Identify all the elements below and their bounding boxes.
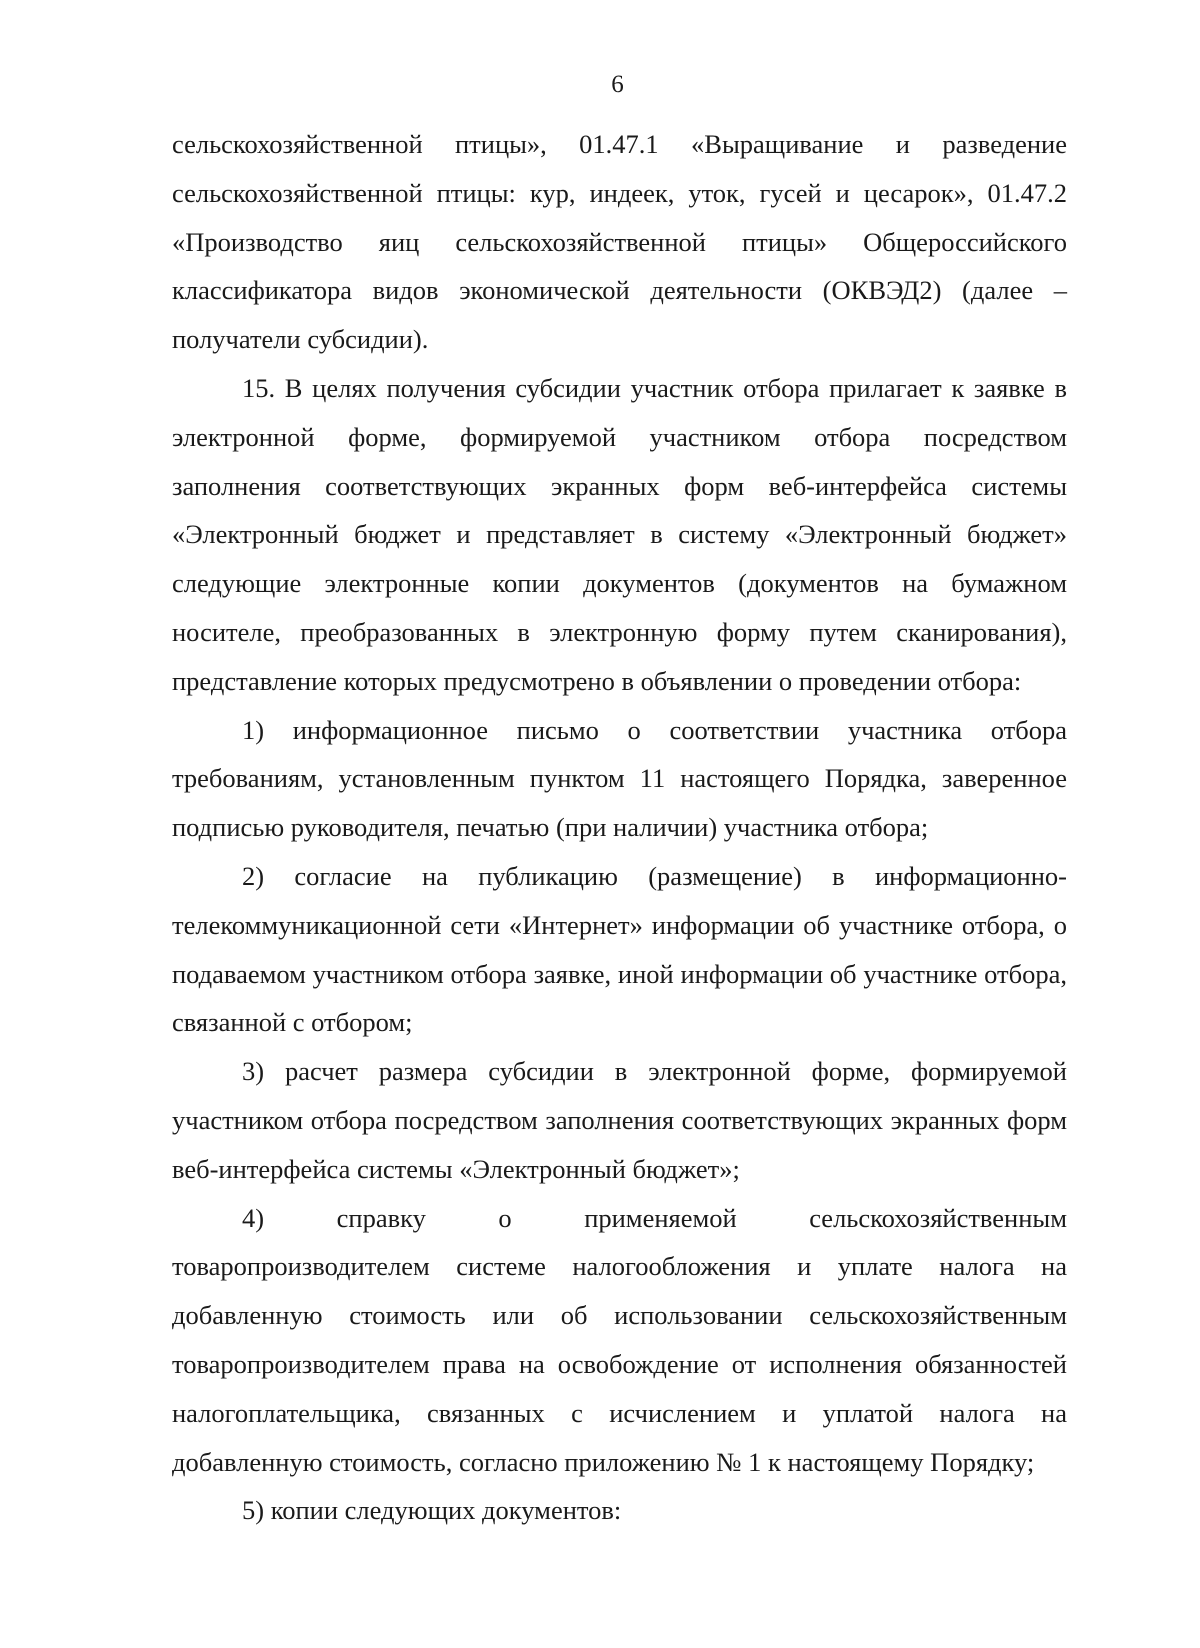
list-item-2: 2) согласие на публикацию (размещение) в информационно-телекоммуникационной сети «Интернет» информации об участнике отбора, о подаваемом участником отбора заявке, иной информации об участнике отбора, связанной с отбором; [172,860,1067,1038]
paragraph-continuation: сельскохозяйственной птицы», 01.47.1 «Выращивание и разведение сельскохозяйственной птицы: кур, индеек, уток, гусей и цесарок», 01.47.2 «Производство яиц сельскохозяйственной птицы» Общероссийского классификатора видов экономической деятельности (ОКВЭД2) (далее – получатели субсидии). [172,129,1067,355]
list-item-5: 5) копии следующих документов: [242,1495,622,1526]
paragraph-item-15: 15. В целях получения субсидии участник отбора прилагает к заявке в электронной форме, формируемой участником отбора посредством заполнения соответствующих экранных форм веб-интерфейса системы «Электронный бюджет и представляет в систему «Электронный бюджет» следующие электронные копии документов (документов на бумажном носителе, преобразованных в электронную форму путем сканирования), представление которых предусмотрено в объявлении о проведении отбора: [172,372,1067,696]
list-item-4: 4) справку о применяемой сельскохозяйственным товаропроизводителем системе налогообложения и уплате налога на добавленную стоимость или об использовании сельскохозяйственным товаропроизводителем права на освобождение от исполнения обязанностей налогоплательщика, связанных с исчислением и уплатой налога на добавленную стоимость, согласно приложению № 1 к настоящему Порядку; [172,1202,1067,1477]
page-number: 6 [611,71,624,98]
list-item-3: 3) расчет размера субсидии в электронной форме, формируемой участником отбора посредством заполнения соответствующих экранных форм веб-интерфейса системы «Электронный бюджет»; [172,1056,1067,1184]
document-body [172,120,1067,1535]
list-item-1: 1) информационное письмо о соответствии участника отбора требованиям, установленным пунктом 11 настоящего Порядка, заверенное подписью руководителя, печатью (при наличии) участника отбора; [172,714,1067,843]
